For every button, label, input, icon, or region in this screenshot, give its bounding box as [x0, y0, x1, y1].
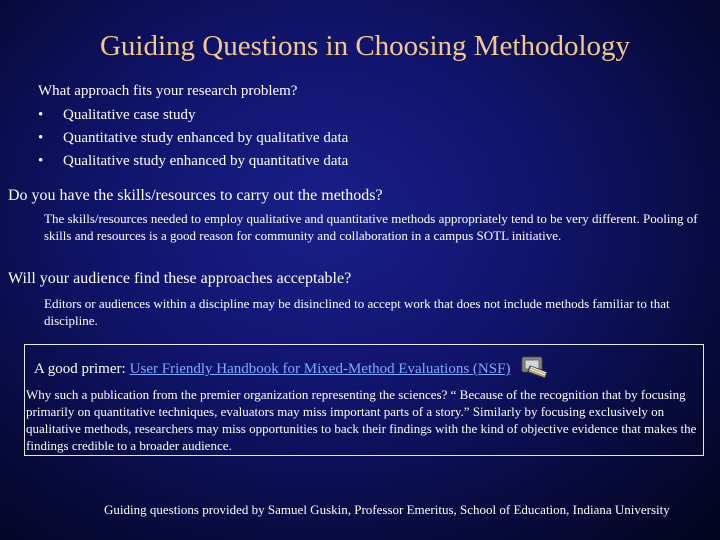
primer-explanation: Why such a publication from the premier organization representing the sciences? “ Because of the recognition that by focusing primarily on quantitative techniques, evaluators may miss important parts of a story.” Similarly by focusing exclusively on qualitative methods, researchers may miss opportunities to back their findings with the kind of objective evidence that makes the findings credible to a broader audience. [26, 387, 697, 453]
question-audience: Will your audience find these approaches acceptable? [8, 270, 352, 287]
bullet-text: Quantitative study enhanced by qualitative data [63, 130, 349, 146]
question-approach: What approach fits your research problem? [38, 83, 298, 99]
book-icon[interactable] [520, 354, 550, 385]
primer-line [34, 354, 550, 385]
bullet-icon: • [38, 130, 44, 146]
bullet-item [38, 107, 195, 124]
credit-line: Guiding questions provided by Samuel Guskin, Professor Emeritus, School of Education, Indiana University [104, 502, 670, 517]
bullet-text: Qualitative case study [63, 107, 196, 123]
slide-title: Guiding Questions in Choosing Methodology [99, 30, 631, 62]
question-skills: Do you have the skills/resources to carry out the methods? [8, 187, 383, 204]
handbook-link[interactable]: User Friendly Handbook for Mixed-Method Evaluations (NSF) [129, 361, 511, 377]
primer-label: A good primer: [34, 361, 126, 377]
bullet-item [38, 130, 348, 147]
bullet-item [38, 153, 348, 170]
bullet-icon: • [38, 107, 44, 123]
bullet-icon: • [38, 153, 44, 169]
audience-explanation: Editors or audiences within a discipline may be disinclined to accept work that does not include methods familiar to that discipline. [44, 296, 670, 328]
bullet-text: Qualitative study enhanced by quantitative data [63, 153, 349, 169]
skills-explanation: The skills/resources needed to employ qualitative and quantitative methods appropriately tend to be very different. Pooling of skills and resources is a good reason for community and collaboration in a campus SOTL initiative. [44, 211, 698, 243]
